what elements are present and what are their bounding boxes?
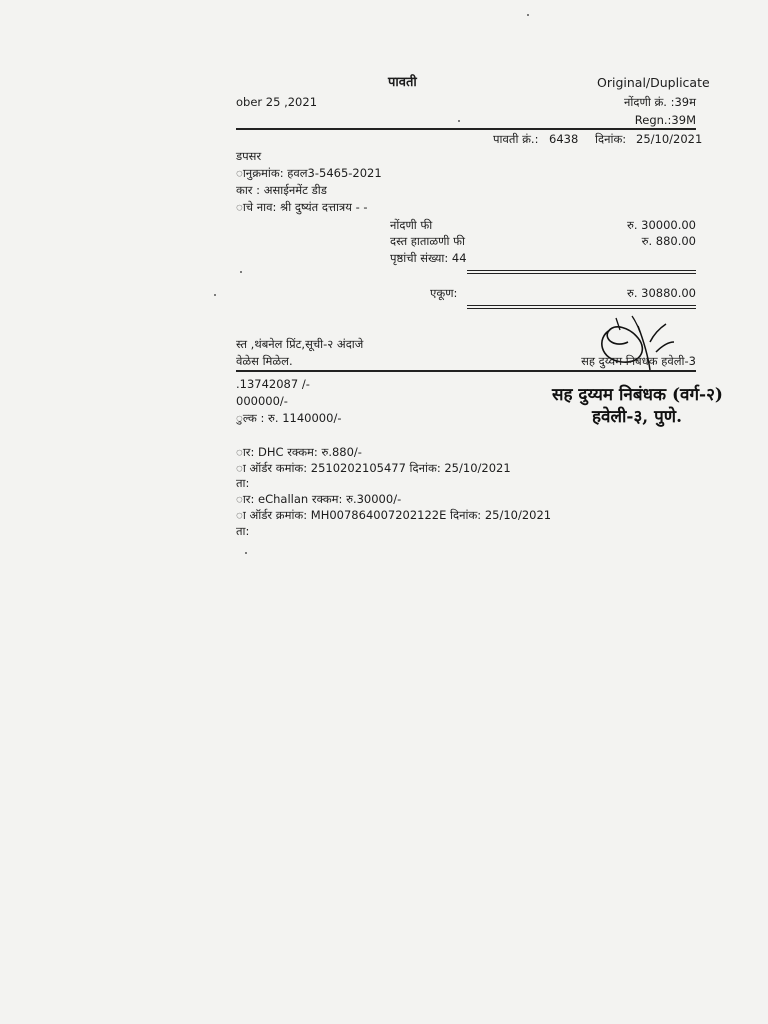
payment-bank: ता: — [236, 476, 250, 490]
total-amount: रु. 30880.00 — [626, 286, 696, 300]
office-name: डपसर — [236, 149, 262, 163]
document-serial: ानुक्रमांक: हवल3-5465-2021 — [236, 166, 382, 180]
notice-line-1: स्त ,थंबनेल प्रिंट,सूची-२ अंदाजे — [236, 337, 364, 351]
header-date: ober 25 ,2021 — [236, 95, 318, 109]
receipt-number-label: पावती क्रं.: — [493, 132, 539, 146]
notice-divider — [236, 370, 696, 372]
copy-type: Original/Duplicate — [597, 75, 710, 90]
scan-speck — [245, 552, 247, 554]
notice-line-2: वेळेस मिळेल. — [236, 354, 293, 368]
total-bottom-rule — [467, 305, 696, 309]
registration-no: Regn.:39M — [634, 113, 696, 127]
party-name: ाचे नाव: श्री दुष्यंत दत्तात्रय - - — [236, 200, 368, 214]
payment-bank: ता: — [236, 524, 250, 538]
fee-label: नोंदणी फी — [390, 218, 433, 232]
fee-amount: रु. 880.00 — [641, 234, 696, 248]
receipt-date-label: दिनांक: — [595, 132, 627, 146]
receipt-number: 6438 — [549, 132, 579, 146]
scan-speck — [458, 120, 460, 122]
payment-mode: ार: DHC रक्कम: रु.880/- — [236, 445, 362, 459]
header-divider — [236, 128, 696, 130]
fee-amount: रु. 30000.00 — [626, 218, 696, 232]
market-value: .13742087 /- — [236, 377, 310, 391]
stamp-duty: ुल्क : रु. 1140000/- — [236, 411, 342, 425]
fee-label: दस्त हाताळणी फी — [390, 234, 465, 248]
registration-no-marathi: नोंदणी क्रं. :39म — [624, 95, 696, 109]
payment-mode: ार: eChallan रक्कम: रु.30000/- — [236, 492, 402, 506]
receipt-title: पावती — [388, 75, 417, 90]
scan-speck — [240, 271, 242, 273]
consideration-value: 000000/- — [236, 394, 288, 408]
scan-speck — [527, 14, 529, 16]
payment-order: ा ऑर्डर क्रमांक: MH007864007202122E दिनांक: 25/10/2021 — [236, 508, 552, 522]
document-type: कार : असाईनमेंट डीड — [236, 183, 327, 197]
scan-speck — [214, 294, 216, 296]
signatory-title: सह दुय्यम निबंधक हवेली-3 — [581, 354, 696, 368]
payment-order: ा ऑर्डर कमांक: 2510202105477 दिनांक: 25/10/2021 — [236, 461, 511, 475]
receipt-date: 25/10/2021 — [636, 132, 703, 146]
total-top-rule — [467, 270, 696, 274]
official-stamp-line-2: हवेली-३, पुणे. — [592, 407, 683, 427]
official-stamp-line-1: सह दुय्यम निबंधक (वर्ग-२) — [552, 385, 723, 405]
page-count: पृष्ठांची संख्या: 44 — [390, 251, 467, 265]
total-label: एकूण: — [430, 286, 458, 300]
